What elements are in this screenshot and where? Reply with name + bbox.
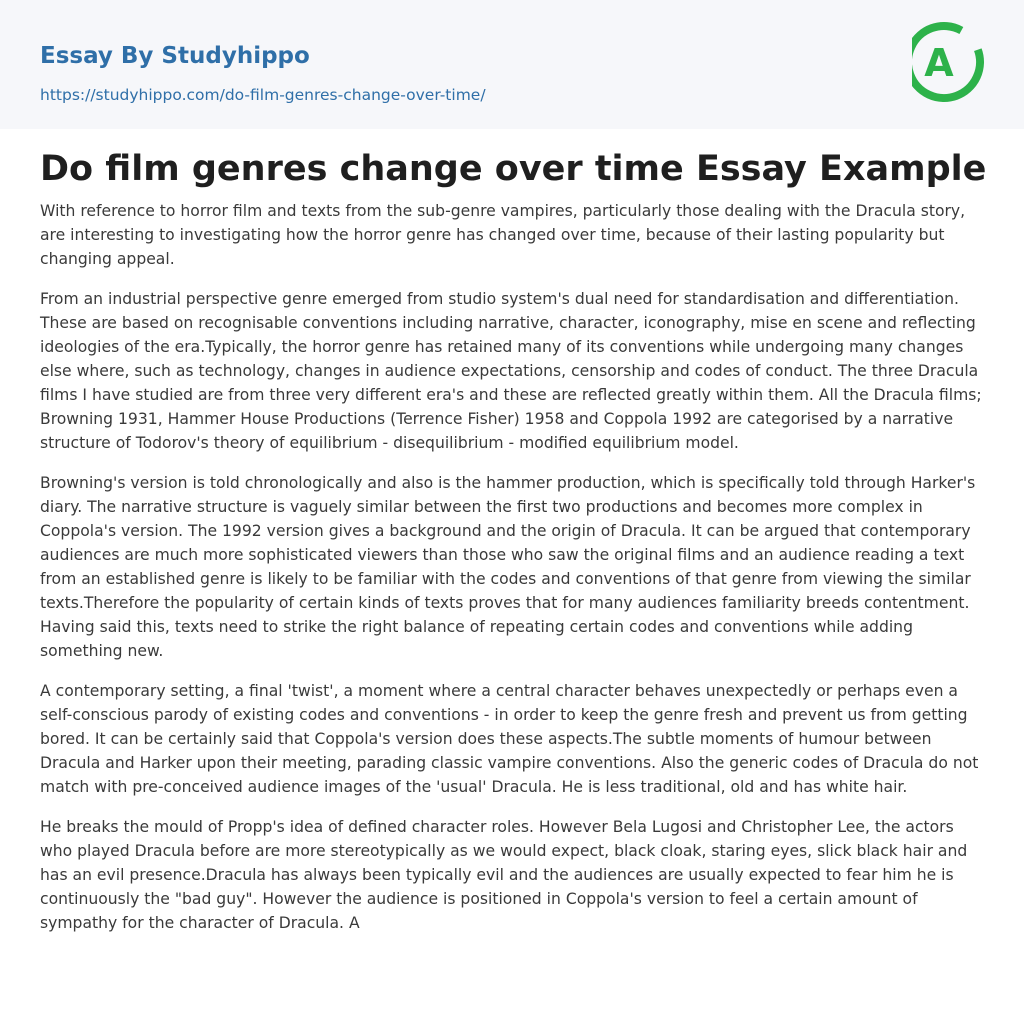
studyhippo-logo[interactable] [912,20,986,106]
essay-paragraph: Browning's version is told chronologically and also is the hammer production, which is specifically told through Harker's diary. The narrative structure is vaguely similar between the first two productions and becomes more complex in Coppola's version. The 1992 version gives a background and the origin of Dracula. It can be argued that contemporary audiences are much more sophisticated viewers than those who saw the original films and an audience reading a text from an established genre is likely to be familiar with the codes and conventions of that genre from viewing the similar texts.Therefore the popularity of certain kinds of texts proves that for many audiences familiarity breeds contentment. Having said this, texts need to strike the right balance of repeating certain codes and conventions while adding something new. [40,474,976,660]
essay-url-link[interactable]: https://studyhippo.com/do-film-genres-change-over-time/ [40,86,486,104]
essay-paragraph: From an industrial perspective genre emerged from studio system's dual need for standardisation and differentiation. These are based on recognisable conventions including narrative, character, iconography, mise en scene and reflecting ideologies of the era.Typically, the horror genre has retained many of its conventions while undergoing many changes else where, such as technology, changes in audience expectations, censorship and codes of conduct. The three Dracula films I have studied are from three very different era's and these are reflected greatly within them. All the Dracula films; Browning 1931, Hammer House Productions (Terrence Fisher) 1958 and Coppola 1992 are categorised by a narrative structure of Todorov's theory of equilibrium - disequilibrium - modified equilibrium model. [40,290,982,452]
essay-paragraph: With reference to horror film and texts from the sub-genre vampires, particularly those dealing with the Dracula story, are interesting to investigating how the horror genre has changed over time, because of their lasting popularity but changing appeal. [40,202,966,268]
page-title: Do film genres change over time Essay Example [40,149,987,189]
logo-a-icon [912,20,986,106]
site-brand[interactable]: Essay By Studyhippo [40,43,310,69]
logo-letter: A [924,41,954,85]
essay-paragraph: A contemporary setting, a final 'twist', a moment where a central character behaves unexpectedly or perhaps even a self-conscious parody of existing codes and conventions - in order to keep the genre fresh and prevent us from getting bored. It can be certainly said that Coppola's version does these aspects.The subtle moments of humour between Dracula and Harker upon their meeting, parading classic vampire conventions. Also the generic codes of Dracula do not match with pre-conceived audience images of the 'usual' Dracula. He is less traditional, old and has white hair. [40,682,979,796]
essay-paragraph: He breaks the mould of Propp's idea of defined character roles. However Bela Lugosi and Christopher Lee, the actors who played Dracula before are more stereotypically as we would expect, black cloak, staring eyes, slick black hair and has an evil presence.Dracula has always been typically evil and the audiences are usually expected to fear him he is continuously the "bad guy". However the audience is positioned in Coppola's version to feel a certain amount of sympathy for the character of Dracula. A [40,818,968,932]
site-header [0,0,1024,129]
essay-content [0,147,1024,935]
